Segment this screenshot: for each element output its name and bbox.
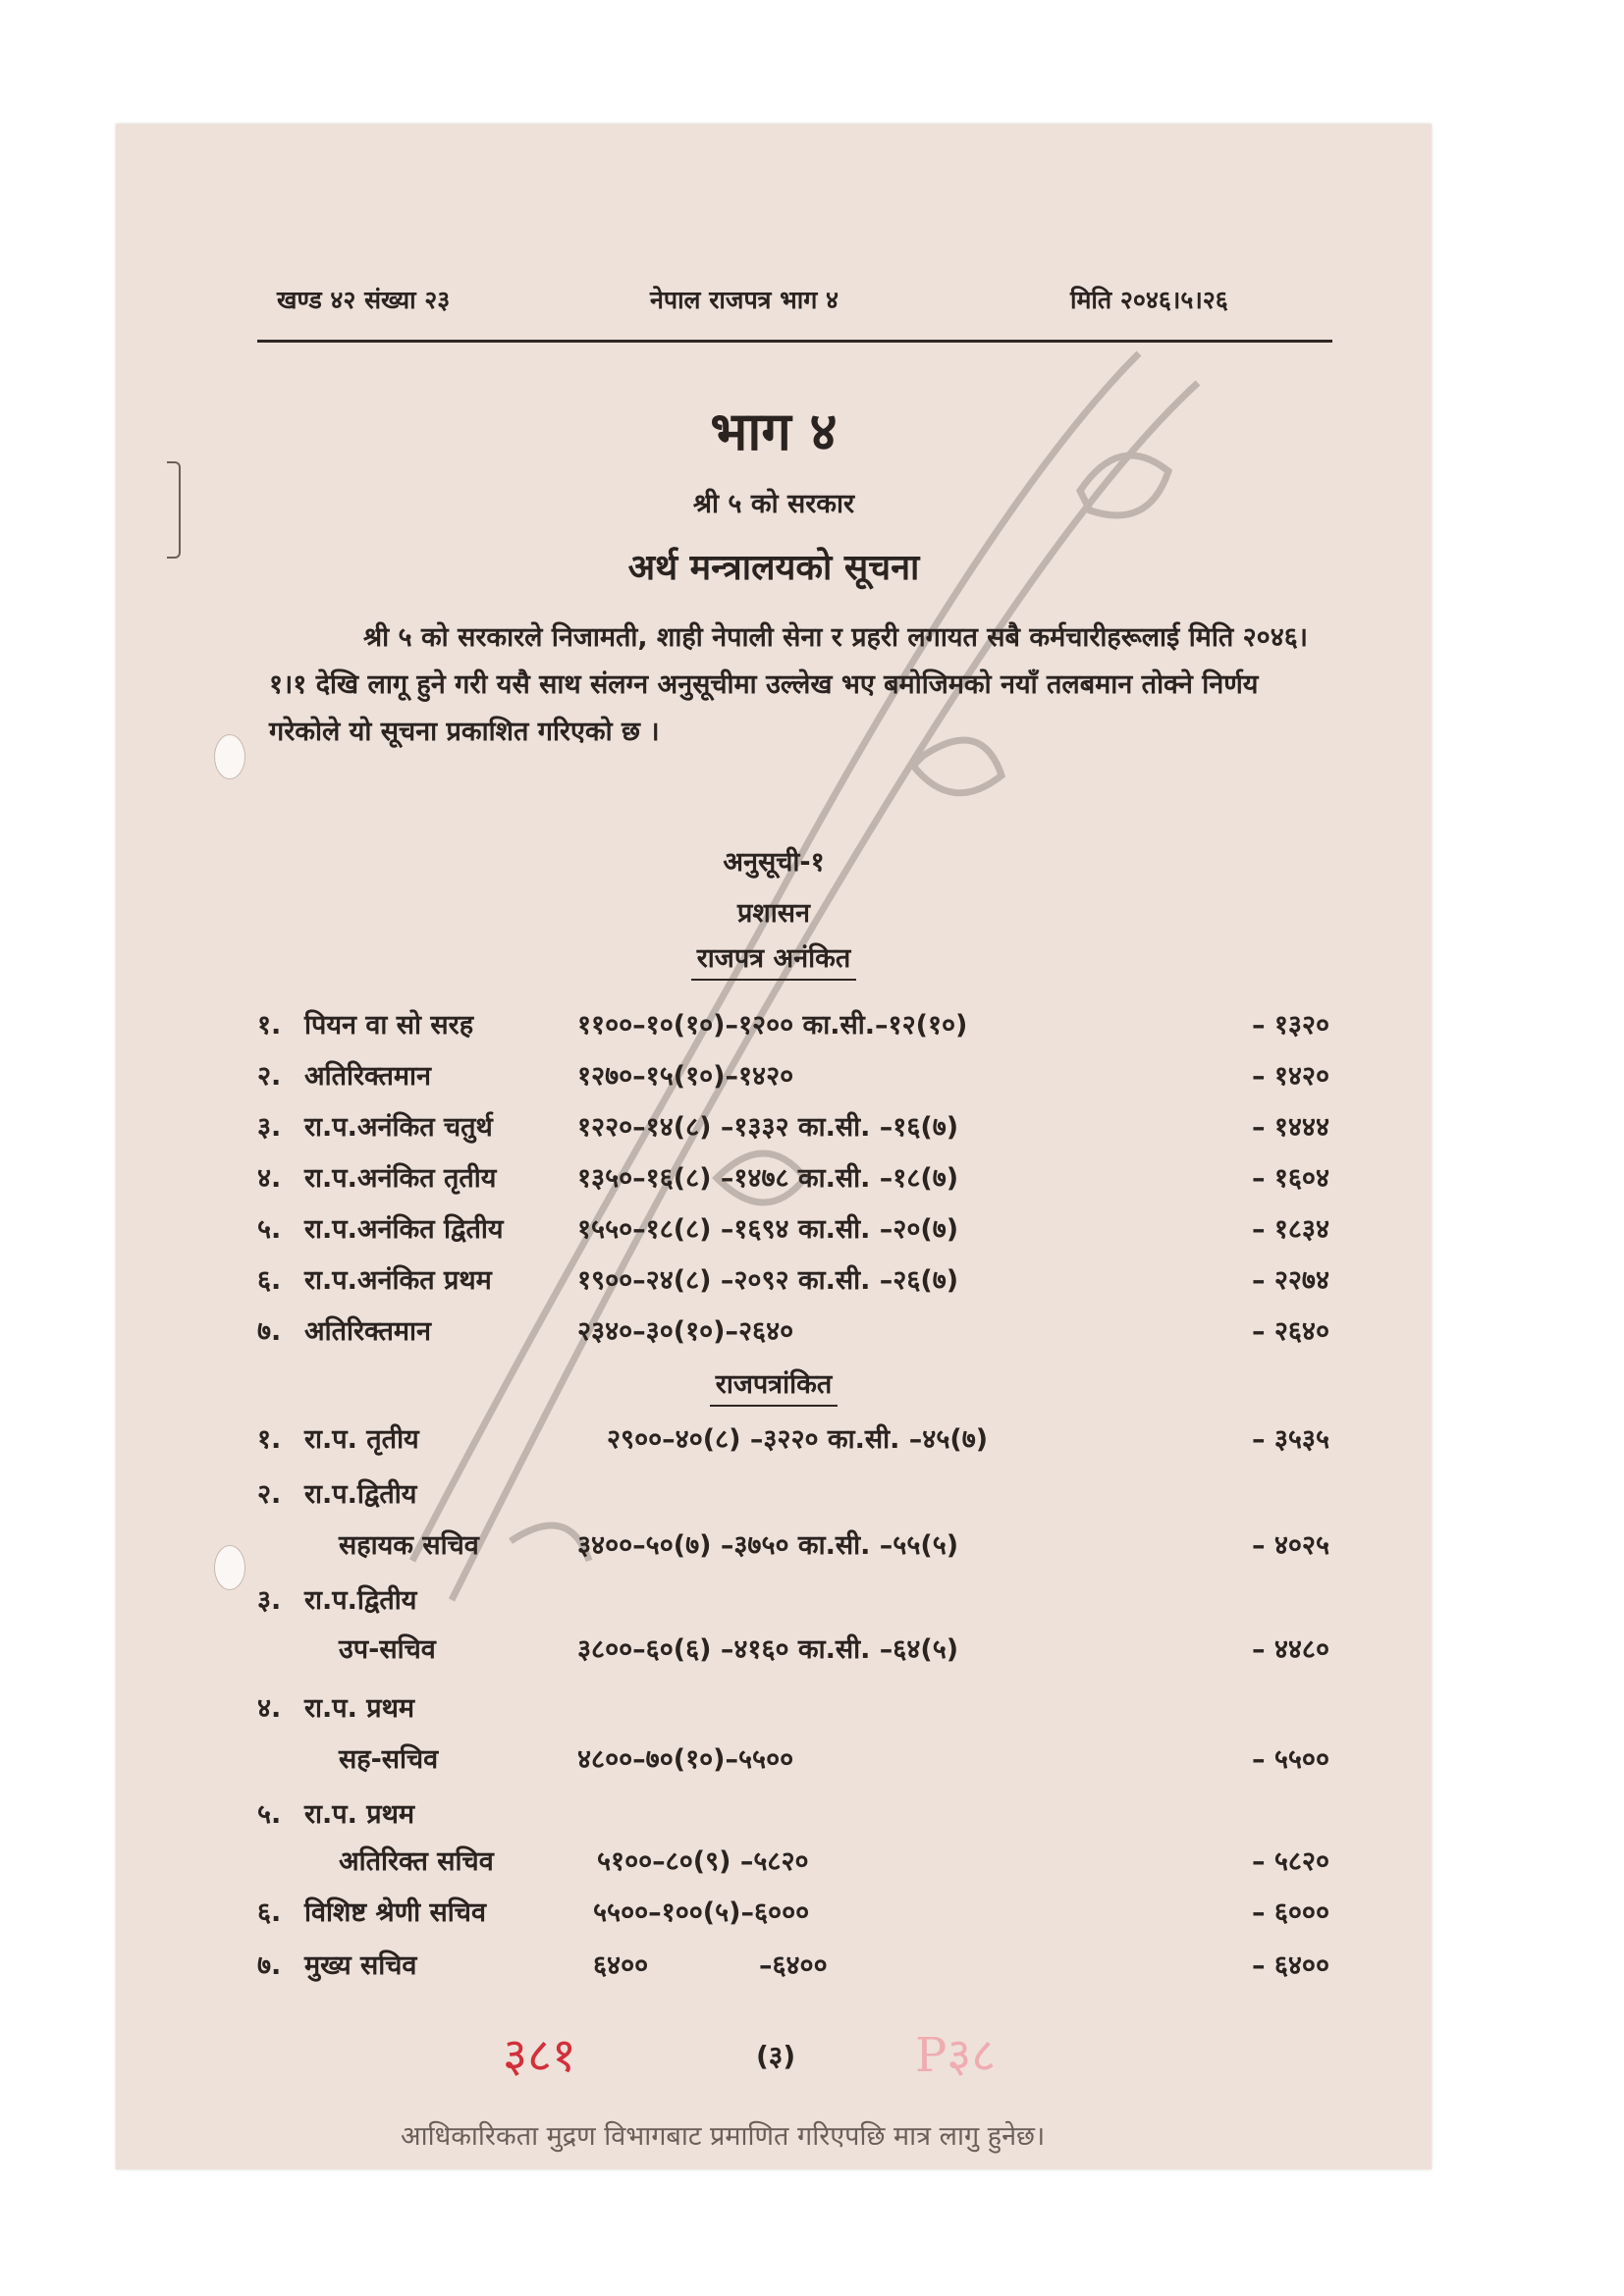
- authenticity-note: आधिकारिकता मुद्रण विभागबाट प्रमाणित गरिएपछि मात्र लागु हुनेछ।: [401, 2121, 1046, 2152]
- government-heading: श्री ५ को सरकार: [692, 489, 855, 519]
- issue-date: मिति २०४६।५।२६: [1070, 286, 1228, 314]
- notice-paragraph: श्री ५ को सरकारले निजामती, शाही नेपाली सेना र प्रहरी लगायत सबै कर्मचारीहरूलाई मिति २०४६।१।१ देखि लागू हुने गरी यसै साथ संलग्न अनुसूचीमा उल्लेख भए बमोजिमको नयाँ तलबमान तोक्ने निर्णय गरेकोले यो सूचना प्रकाशित गरिएको छ ।: [269, 622, 1309, 747]
- gazette-name: नेपाल राजपत्र भाग ४: [650, 286, 839, 314]
- section-heading-nongazetted: राजपत्र अनंकित: [116, 938, 1432, 981]
- table-row-heading: ३. रा.प.द्वितीय: [257, 1585, 417, 1616]
- table-row: ७. अतिरिक्तमान २३४०–३०(१०)–२६४० – २६४०: [257, 1316, 1329, 1347]
- table-row-heading: ४. रा.प. प्रथम: [257, 1693, 415, 1724]
- page-number: (३): [756, 2040, 796, 2072]
- table-row: ६. रा.प.अनंकित प्रथम १९००–२४(८) –२०९२ का.सी. –२६(७) – २२७४: [257, 1265, 1329, 1296]
- part-title: भाग ४: [710, 400, 838, 462]
- table-row-heading: ५. रा.प. प्रथम: [257, 1799, 415, 1830]
- table-row: ३. रा.प.अनंकित चतुर्थ १२२०–१४(८) –१३३२ का.सी. –१६(७) – १४४४: [257, 1112, 1329, 1143]
- table-row: १. पियन वा सो सरह ११००–१०(१०)–१२०० का.सी.–१२(१०) – १३२०: [257, 1010, 1329, 1041]
- schedule-title: अनुसूची-१: [723, 847, 825, 878]
- table-row: ७. मुख्य सचिव ६४०० –६४०० – ६४००: [257, 1950, 1329, 1981]
- table-row: ५. रा.प.अनंकित द्वितीय १५५०–१८(८) –१६९४ का.सी. –२०(७) – १८३४: [257, 1214, 1329, 1245]
- handwritten-number: ३८१: [503, 2028, 576, 2083]
- table-row: अतिरिक्त सचिव ५१००–८०(९) –५८२० – ५८२०: [339, 1846, 1329, 1877]
- table-row: सह-सचिव ४८००–७०(१०)–५५०० – ५५००: [339, 1744, 1329, 1775]
- table-row: २. अतिरिक्तमान १२७०–१५(१०)–१४२० – १४२०: [257, 1061, 1329, 1092]
- notice-title: अर्थ मन्त्रालयको सूचना: [627, 548, 920, 588]
- issue-number: खण्ड ४२ संख्या २३: [277, 286, 451, 314]
- table-row: उप-सचिव ३८००–६०(६) –४१६० का.सी. –६४(५) – ४४८०: [339, 1634, 1329, 1665]
- table-row-heading: २. रा.प.द्वितीय: [257, 1479, 417, 1510]
- table-row: ४. रा.प.अनंकित तृतीय १३५०–१६(८) –१४७८ का.सी. –१८(७) – १६०४: [257, 1163, 1329, 1194]
- table-row: सहायक सचिव ३४००–५०(७) –३७५० का.सी. –५५(५) – ४०२५: [339, 1530, 1329, 1561]
- punch-hole: [214, 734, 245, 779]
- schedule-category: प्रशासन: [737, 898, 810, 929]
- table-row: ६. विशिष्ट श्रेणी सचिव ५५००–१००(५)–६००० – ६०००: [257, 1897, 1329, 1928]
- header-rule: [257, 340, 1332, 343]
- handwritten-mark: P३८: [915, 2028, 997, 2083]
- table-row: १. रा.प. तृतीय २९००–४०(८) –३२२० का.सी. –४५(७) – ३५३५: [257, 1424, 1329, 1455]
- section-heading-gazetted: राजपत्रांकित: [116, 1364, 1432, 1407]
